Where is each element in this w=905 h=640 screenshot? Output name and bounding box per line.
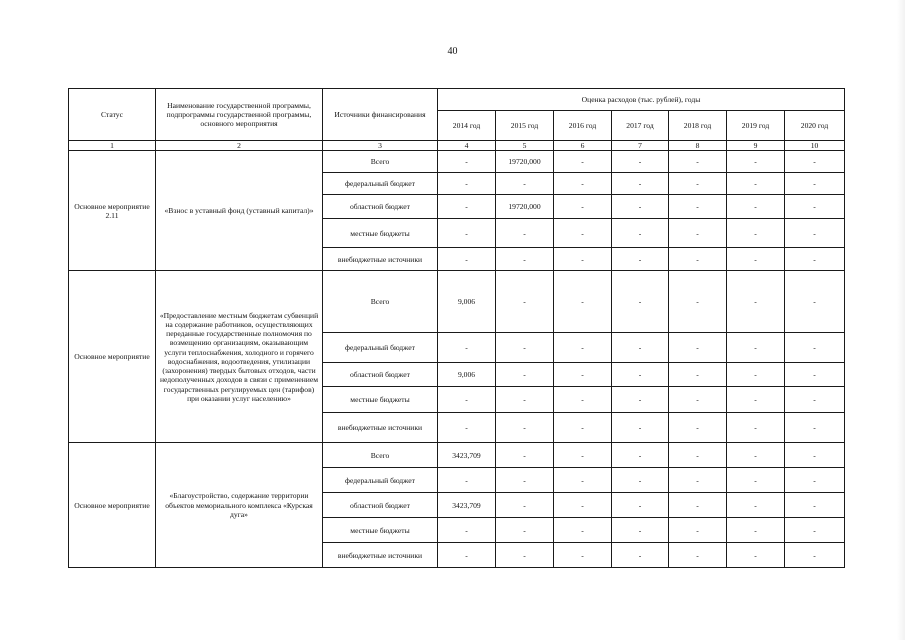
scan-edge [897, 0, 905, 640]
column-number: 6 [554, 141, 612, 151]
value-cell: - [669, 543, 727, 568]
row-source: областной бюджет [323, 493, 438, 518]
header-sources: Источники финансирования [323, 89, 438, 141]
header-estimate: Оценка расходов (тыс. рублей), годы [438, 89, 845, 111]
row-name: «Взнос в уставный фонд (уставный капитал)» [156, 151, 323, 271]
value-cell: - [554, 443, 612, 468]
column-number: 7 [612, 141, 669, 151]
value-cell: - [554, 151, 612, 173]
value-cell: - [554, 387, 612, 413]
value-cell: - [496, 387, 554, 413]
value-cell: - [612, 493, 669, 518]
value-cell: - [612, 151, 669, 173]
value-cell: - [612, 468, 669, 493]
value-cell: - [727, 219, 785, 248]
value-cell: - [438, 195, 496, 219]
value-cell: - [785, 493, 845, 518]
row-status: Основное мероприятие [69, 443, 156, 568]
table-body [69, 151, 845, 568]
value-cell: - [612, 219, 669, 248]
header-year: 2016 год [554, 111, 612, 141]
column-number: 10 [785, 141, 845, 151]
value-cell: - [612, 173, 669, 195]
value-cell: - [496, 333, 554, 363]
value-cell: - [612, 518, 669, 543]
value-cell: - [727, 271, 785, 333]
value-cell: - [438, 387, 496, 413]
value-cell: - [727, 543, 785, 568]
value-cell: - [554, 518, 612, 543]
value-cell: - [727, 173, 785, 195]
header-name: Наименование государственной программы, подпрограммы государственной программы, основного мероприятия [156, 89, 323, 141]
value-cell: - [612, 387, 669, 413]
row-source: местные бюджеты [323, 219, 438, 248]
row-source: областной бюджет [323, 363, 438, 387]
row-source: внебюджетные источники [323, 248, 438, 271]
value-cell: - [554, 173, 612, 195]
value-cell: 9,006 [438, 271, 496, 333]
value-cell: - [438, 518, 496, 543]
value-cell: - [438, 543, 496, 568]
value-cell: - [785, 363, 845, 387]
budget-table [68, 88, 845, 568]
value-cell: - [438, 248, 496, 271]
row-name: «Предоставление местным бюджетам субвенций на содержание работников, осуществляющих переданные государственные полномочия по возмещению организациям, оказывающим услуги теплоснабжения, холодного и горячего водоснабжения, водоотведения, утилизации (захоронения) твердых бытовых отходов, части недополученных доходов в связи с применением государственных регулируемых цен (тарифов) при оказании услуг населению» [156, 271, 323, 443]
value-cell: - [438, 333, 496, 363]
value-cell: 3423,709 [438, 443, 496, 468]
row-source: федеральный бюджет [323, 333, 438, 363]
row-source: федеральный бюджет [323, 468, 438, 493]
row-source: Всего [323, 151, 438, 173]
value-cell: - [438, 173, 496, 195]
row-name: «Благоустройство, содержание территории объектов мемориального комплекса «Курская дуга» [156, 443, 323, 568]
header-year: 2019 год [727, 111, 785, 141]
value-cell: - [496, 518, 554, 543]
row-source: Всего [323, 443, 438, 468]
value-cell: - [554, 195, 612, 219]
value-cell: - [669, 518, 727, 543]
value-cell: 19720,000 [496, 151, 554, 173]
value-cell: - [438, 413, 496, 443]
value-cell: - [669, 195, 727, 219]
column-number: 2 [156, 141, 323, 151]
value-cell: - [727, 333, 785, 363]
value-cell: - [554, 543, 612, 568]
header-year: 2020 год [785, 111, 845, 141]
value-cell: - [727, 493, 785, 518]
value-cell: - [785, 443, 845, 468]
value-cell: - [669, 271, 727, 333]
value-cell: - [785, 219, 845, 248]
value-cell: - [554, 413, 612, 443]
value-cell: - [554, 468, 612, 493]
row-status: Основное мероприятие [69, 271, 156, 443]
column-number: 4 [438, 141, 496, 151]
value-cell: - [612, 413, 669, 443]
value-cell: - [727, 363, 785, 387]
table-row [69, 271, 845, 333]
value-cell: - [727, 518, 785, 543]
value-cell: - [612, 363, 669, 387]
value-cell: - [785, 173, 845, 195]
value-cell: - [496, 363, 554, 387]
header-year: 2015 год [496, 111, 554, 141]
value-cell: - [496, 443, 554, 468]
value-cell: - [669, 443, 727, 468]
value-cell: - [554, 363, 612, 387]
value-cell: - [669, 363, 727, 387]
value-cell: - [669, 173, 727, 195]
page-number: 40 [447, 46, 458, 57]
value-cell: - [554, 333, 612, 363]
value-cell: - [669, 151, 727, 173]
header-status: Статус [69, 89, 156, 141]
value-cell: - [612, 333, 669, 363]
column-number: 5 [496, 141, 554, 151]
value-cell: - [554, 248, 612, 271]
value-cell: - [669, 468, 727, 493]
value-cell: - [727, 413, 785, 443]
row-source: федеральный бюджет [323, 173, 438, 195]
header-year: 2018 год [669, 111, 727, 141]
value-cell: - [727, 195, 785, 219]
value-cell: - [496, 248, 554, 271]
value-cell: - [785, 195, 845, 219]
row-source: Всего [323, 271, 438, 333]
value-cell: - [727, 151, 785, 173]
column-number: 3 [323, 141, 438, 151]
table-row [69, 443, 845, 468]
value-cell: - [496, 543, 554, 568]
value-cell: - [727, 443, 785, 468]
value-cell: - [438, 151, 496, 173]
value-cell: - [785, 271, 845, 333]
value-cell: - [496, 493, 554, 518]
value-cell: - [612, 248, 669, 271]
row-source: областной бюджет [323, 195, 438, 219]
value-cell: 3423,709 [438, 493, 496, 518]
column-number: 9 [727, 141, 785, 151]
row-source: внебюджетные источники [323, 413, 438, 443]
table-header [69, 89, 845, 151]
value-cell: 9,006 [438, 363, 496, 387]
value-cell: - [785, 248, 845, 271]
row-source: местные бюджеты [323, 518, 438, 543]
column-number: 1 [69, 141, 156, 151]
table-row [69, 151, 845, 173]
value-cell: - [612, 271, 669, 333]
value-cell: - [727, 387, 785, 413]
row-source: внебюджетные источники [323, 543, 438, 568]
value-cell: 19720,000 [496, 195, 554, 219]
value-cell: - [554, 219, 612, 248]
row-source: местные бюджеты [323, 387, 438, 413]
column-number: 8 [669, 141, 727, 151]
value-cell: - [496, 271, 554, 333]
header-year: 2017 год [612, 111, 669, 141]
value-cell: - [785, 543, 845, 568]
value-cell: - [727, 468, 785, 493]
value-cell: - [669, 248, 727, 271]
value-cell: - [438, 468, 496, 493]
value-cell: - [669, 493, 727, 518]
value-cell: - [612, 195, 669, 219]
value-cell: - [612, 543, 669, 568]
value-cell: - [496, 173, 554, 195]
value-cell: - [496, 468, 554, 493]
value-cell: - [612, 443, 669, 468]
value-cell: - [785, 387, 845, 413]
row-status: Основное мероприятие 2.11 [69, 151, 156, 271]
value-cell: - [669, 333, 727, 363]
value-cell: - [727, 248, 785, 271]
value-cell: - [785, 413, 845, 443]
header-year: 2014 год [438, 111, 496, 141]
value-cell: - [785, 468, 845, 493]
value-cell: - [496, 413, 554, 443]
value-cell: - [669, 387, 727, 413]
value-cell: - [669, 219, 727, 248]
value-cell: - [785, 518, 845, 543]
value-cell: - [554, 271, 612, 333]
value-cell: - [785, 333, 845, 363]
value-cell: - [554, 493, 612, 518]
value-cell: - [669, 413, 727, 443]
value-cell: - [496, 219, 554, 248]
value-cell: - [785, 151, 845, 173]
value-cell: - [438, 219, 496, 248]
